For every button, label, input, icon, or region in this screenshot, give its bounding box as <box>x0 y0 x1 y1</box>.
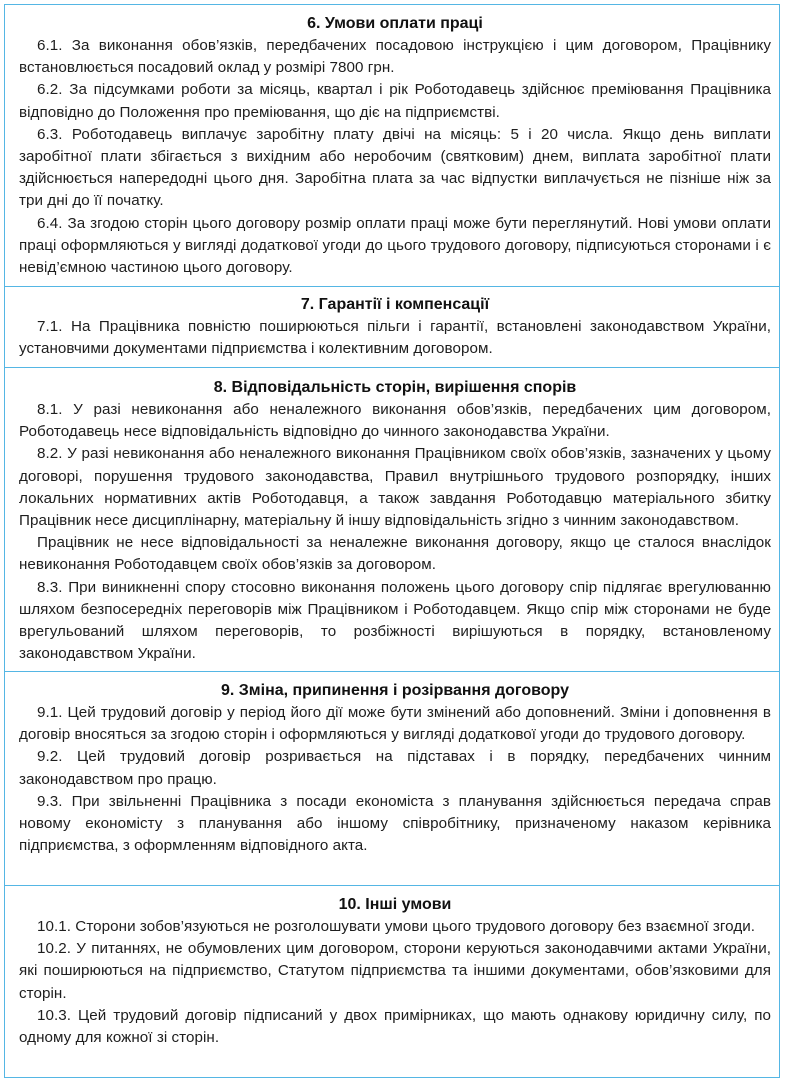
paragraph: 8.1. У разі невиконання або неналежного виконання обов’язків, передбачених цим договором, Роботодавець несе відповідальність відповідно до чинного законодавства України. <box>19 401 771 441</box>
paragraph: 8.2. У разі невиконання або неналежного виконання Працівником своїх обов’язків, зазначених у цьому договорі, порушення трудового законодавства, Правил внутрішнього трудового розпорядку, інших локальних нормативних актів Роботодавця, а також завдання Роботодавцю матеріального збитку Працівник несе дисциплінарну, матеріальну й іншу відповідальність згідно з чинним законодавством. <box>19 445 771 530</box>
section-guarantees <box>5 294 781 360</box>
section-divider <box>5 367 779 368</box>
section-heading: 7. Гарантії і компенсації <box>300 296 490 313</box>
section-liability <box>5 377 781 665</box>
paragraph: 7.1. На Працівника повністю поширюються пільги і гарантії, встановлені законодавством України, установчими документами підприємства і колективним договором. <box>19 318 771 358</box>
section-heading: 6. Умови оплати праці <box>307 15 483 32</box>
paragraph: 6.4. За згодою сторін цього договору розмір оплати праці може бути переглянутий. Нові умови оплати праці оформляються у вигляді додаткової угоди до цього трудового договору, підписуються сторонами і є невід’ємною частиною цього договору. <box>19 214 771 277</box>
document-frame <box>4 4 780 1078</box>
paragraph: 8.3. При виникненні спору стосовно виконання положень цього договору спір підлягає врегулюванню шляхом безпосередніх переговорів між Працівником і Роботодавцем. Якщо спір між сторонами не буде врегульований шляхом переговорів, то розбіжності вирішуються в порядку, встановленому законодавством України. <box>19 578 771 663</box>
section-payment <box>5 13 781 279</box>
paragraph: Працівник не несе відповідальності за неналежне виконання договору, якщо це сталося внаслідок невиконання Роботодавцем своїх обов’язків за договором. <box>19 534 771 574</box>
section-divider <box>5 671 779 672</box>
paragraph: 6.3. Роботодавець виплачує заробітну плату двічі на місяць: 5 і 20 числа. Якщо день виплати заробітної плати збігається з вихідним або неробочим (святковим) днем, виплата заробітної плати здійснюється напередодні цього дня. Заробітна плата за час відпустки виплачується не пізніше ніж за три дні до її початку. <box>19 125 771 210</box>
paragraph: 10.3. Цей трудовий договір підписаний у двох примірниках, що мають однакову юридичну силу, по одному для кожної зі сторін. <box>19 1006 771 1047</box>
paragraph: 9.1. Цей трудовий договір у період його дії може бути змінений або доповнений. Зміни і доповнення в договір вносяться за згодою сторін і оформляються у вигляді додаткової угоди до трудового договору. <box>19 704 771 744</box>
paragraph: 9.3. При звільненні Працівника з посади економіста з планування здійснюється передача справ новому економісту з планування або іншому співробітнику, призначеному наказом керівника підприємства, з оформленням відповідного акта. <box>19 792 771 855</box>
section-termination <box>5 680 781 857</box>
section-heading: 10. Інші умови <box>338 896 452 913</box>
paragraph: 6.2. За підсумками роботи за місяць, квартал і рік Роботодавець здійснює преміювання Працівника відповідно до Положення про преміювання, що діє на підприємстві. <box>19 81 771 121</box>
section-heading: 8. Відповідальність сторін, вирішення спорів <box>213 379 577 396</box>
paragraph: 10.1. Сторони зобов’язуються не розголошувати умови цього трудового договору без взаємної згоди. <box>37 918 756 935</box>
section-heading: 9. Зміна, припинення і розірвання договору <box>220 682 570 699</box>
section-divider <box>5 286 779 287</box>
paragraph: 6.1. За виконання обов’язків, передбачених посадовою інструкцією і цим договором, Працівнику встановлюється посадовий оклад у розмірі 7800 грн. <box>19 37 771 77</box>
paragraph: 9.2. Цей трудовий договір розривається на підставах і в порядку, передбачених чинним законодавством про працю. <box>19 748 771 788</box>
paragraph: 10.2. У питаннях, не обумовлених цим договором, сторони керуються законодавчими актами України, які поширюються на підприємство, Статутом підприємства та іншими документами, обов’язковими для сторін. <box>19 940 771 1002</box>
section-divider <box>5 885 779 886</box>
section-other <box>5 894 781 1049</box>
